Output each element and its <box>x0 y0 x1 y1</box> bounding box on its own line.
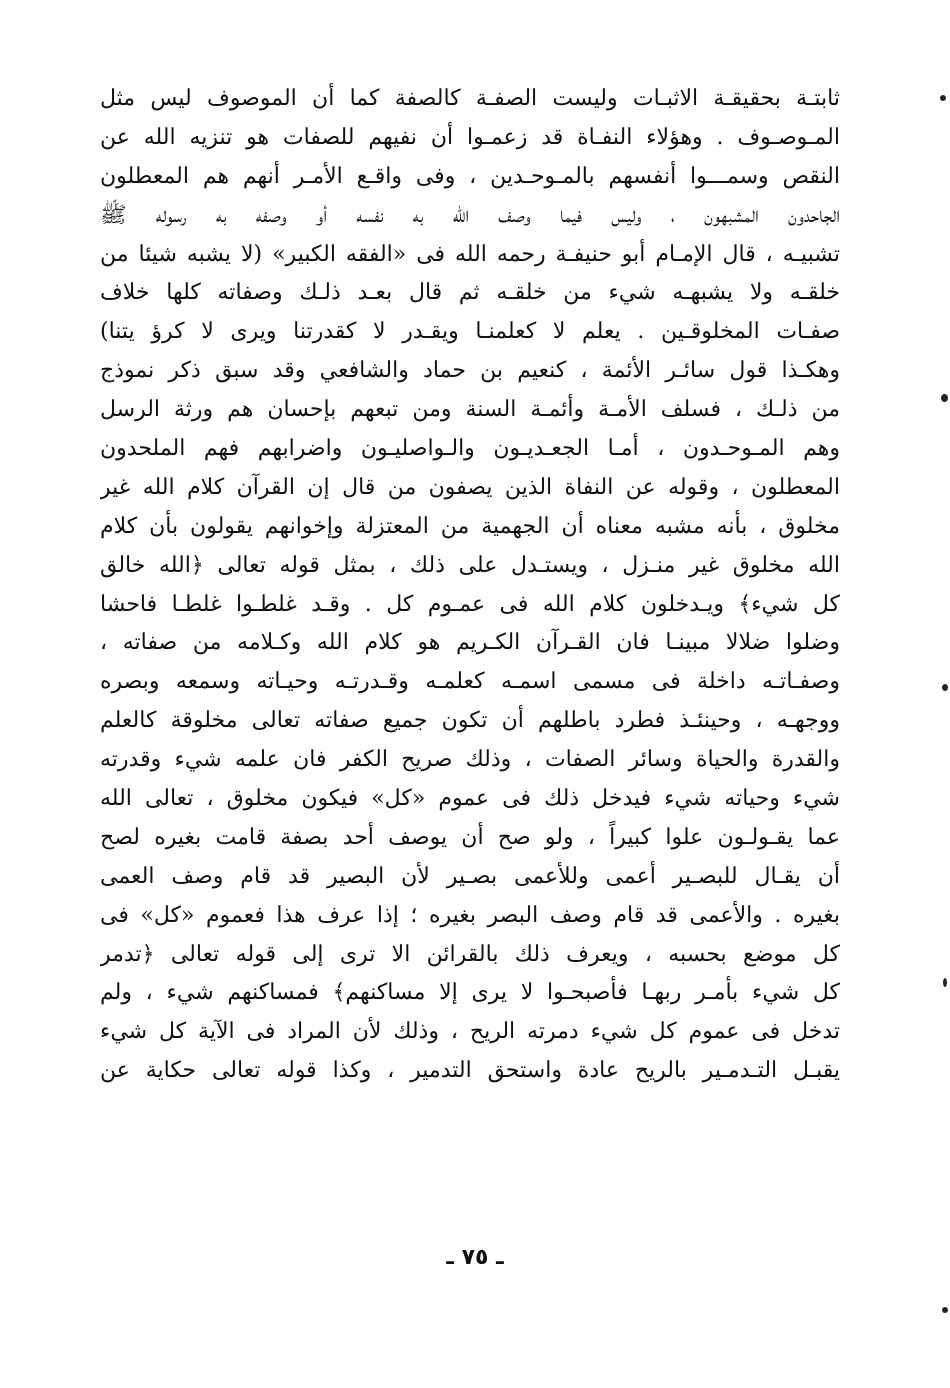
margin-dot <box>942 1307 948 1313</box>
text-line: صفـات المخلوقـين . يعلم لا كعلمنـا ويقـدر لا كقدرتنا ويرى لا كرؤ يتنا) <box>100 319 840 345</box>
text-line: المـوصـوف . وهؤلاء النفـاة قد زعمـوا أن نفيهم للصفات هو تنزيه الله عن <box>100 124 840 150</box>
text-line: ووجهـه ، وحينئـذ فطرد باطلهم أن تكون جميع صفاته تعالى مخلوقة كالعلم <box>100 708 840 734</box>
text-line: تشبيـه ، قال الإمـام أبو حنيفـة رحمه الله فى «الفقه الكبير» (لا يشبه شيئا من <box>100 241 840 267</box>
margin-dot <box>942 684 948 691</box>
margin-dot <box>941 394 948 402</box>
text-line: الله مخلوق غير منـزل ، ويستـدل على ذلك ، بمثل قوله تعالى ﴿الله خالق <box>100 552 840 578</box>
text-line: من ذلـك ، فسلف الأمـة وأئمـة السنة ومن تبعهم بإحسان هم ورثة الرسل <box>100 397 840 423</box>
margin-dot <box>943 978 947 987</box>
text-line: مخلوق ، بأنه مشبه معناه أن الجهمية من المعتزلة وإخوانهم يقولون بأن كلام <box>100 513 840 539</box>
text-line: وهم المـوحـدون ، أمـا الجعـديـون والـواصليـون واضرابهم فهم الملحدون <box>100 436 840 462</box>
text-line: كل شيء بأمـر ربهـا فأصبحـوا لا يرى إلا مساكنهم﴾ فمساكنهم شيء ، ولم <box>100 980 840 1006</box>
text-line: يقبـل التـدمـير بالريح عادة واستحق التدمير ، وكذا قوله تعالى حكاية عن <box>100 1058 840 1084</box>
text-line: الجاحدون المشبهون ، وليس فيما وصف الله به نفسه أو وصفه به رسوله ﷺ <box>100 202 840 228</box>
text-line: النقص وسمـــوا أنفسهم بالمـوحـدين ، وفى واقـع الأمـر أنهم هم المعطلون <box>100 163 840 189</box>
page-number: ـ ٧٥ ـ <box>446 1245 504 1270</box>
text-line: وصفـاتـه داخلة فى مسمى اسمـه كعلمـه وقـدرتـه وحيـاته وسمعه وبصره <box>100 669 840 695</box>
text-line: تدخل فى عموم كل شيء دمرته الريح ، وذلك لأن المراد فى الآية كل شيء <box>100 1019 840 1045</box>
text-line: وهكـذا قول سائـر الأئمة ، كنعيم بن حماد والشافعي وقد سبق ذكر نموذج <box>100 358 840 384</box>
text-line: شيء وحياته شيء فيدخل ذلك فى عموم «كل» فيكون مخلوق ، تعالى الله <box>100 786 840 812</box>
margin-dot <box>940 95 946 101</box>
text-line: خلقـه ولا يشبهـه شيء من خلقـه ثم قال بعـد ذلـك وصفاته كلها خلاف <box>100 280 840 306</box>
text-line: كل شيء﴾ ويـدخلون كلام الله فى عمـوم كل . وقـد غلطـوا غلطـا فاحشا <box>100 591 840 617</box>
text-line: أن يقـال للبصـير أعمى وللأعمى بصـير لأن البصير قد قام وصف العمى <box>100 863 840 889</box>
text-line: ثابتـة بحقيقـة الاثبـات وليست الصفـة كالصفة كما أن الموصوف ليس مثل <box>100 86 840 111</box>
text-line: المعطلون ، وقوله عن النفاة الذين يصفون من قال إن القرآن كلام الله غير <box>100 474 840 500</box>
text-line: بغيره . والأعمى قد قام وصف البصر بغيره ؛ إذا عرف هذا فعموم «كل» فى <box>100 902 840 928</box>
text-line: كل موضع بحسبه ، ويعرف ذلك بالقرائن الا ترى إلى قوله تعالى ﴿تدمر <box>100 941 840 967</box>
body-text <box>100 80 840 1091</box>
text-line: والقدرة والحياة وسائر الصفات ، وذلك صريح الكفر فان علمه شيء وقدرته <box>100 747 840 773</box>
text-line: وضلوا ضلالا مبينـا فان القـرآن الكـريم هو كلام الله وكـلامه من صفاته ، <box>100 630 840 656</box>
text-line: عما يقـولـون علوا كبيراً ، ولو صح أن يوصف أحد بصفة قامت بغيره لصح <box>100 824 840 850</box>
